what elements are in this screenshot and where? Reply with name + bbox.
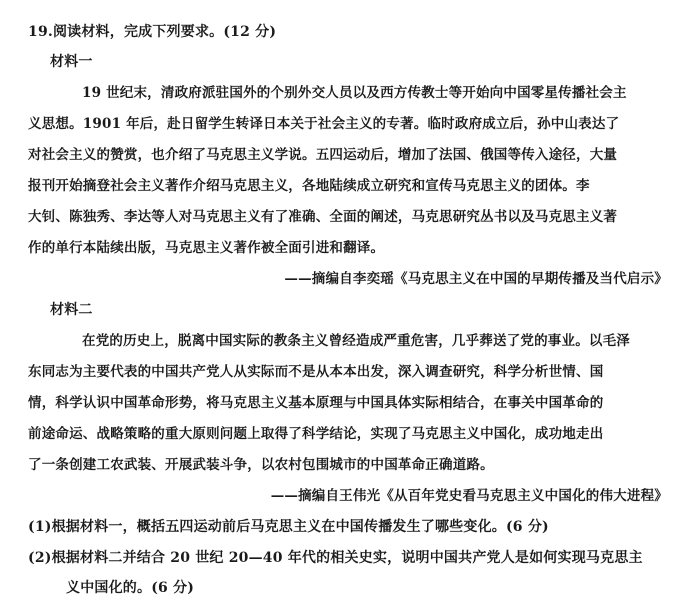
material-1-line-4: 报刊开始摘登社会主义著作介绍马克思主义，各地陆续成立研究和宣传马克思主义的团体。李 — [28, 178, 590, 194]
material-2-line-1: 在党的历史上，脱离中国实际的教条主义曾经造成严重危害，几乎葬送了党的事业。以毛泽 — [82, 333, 630, 349]
material-1-line-2: 义思想。1901 年后，赴日留学生转译日本关于社会主义的专著。临时政府成立后，孙中山表达了 — [28, 116, 620, 132]
material-2-source: ——摘编自王伟光《从百年党史看马克思主义中国化的伟大进程》 — [270, 488, 668, 504]
material-1-line-6: 作的单行本陆续出版，马克思主义著作被全面引进和翻译。 — [28, 240, 385, 256]
material-1-source: ——摘编自李奕瑶《马克思主义在中国的早期传播及当代启示》 — [284, 271, 668, 287]
material-1-line-3: 对社会主义的赞赏，也介绍了马克思主义学说。五四运动后，增加了法国、俄国等传入途径，大量 — [28, 147, 618, 163]
question-title: 19.阅读材料，完成下列要求。(12 分) — [28, 24, 277, 40]
material-2-line-2: 东同志为主要代表的中国共产党人从实际而不是从本本出发，深入调查研究，科学分析世情、国 — [28, 364, 604, 380]
material-2-line-3: 情，科学认识中国革命形势，将马克思主义基本原理与中国具体实际相结合，在事关中国革命的 — [28, 395, 604, 411]
material-2-label: 材料二 — [50, 302, 93, 318]
material-1-line-1: 19 世纪末，清政府派驻国外的个别外交人员以及西方传教士等开始向中国零星传播社会主 — [82, 85, 627, 101]
task-2-line-2: 义中国化的。(6 分) — [66, 580, 195, 596]
material-2-line-4: 前途命运、战略策略的重大原则问题上取得了科学结论，实现了马克思主义中国化，成功地走出 — [28, 426, 604, 442]
material-2-line-5: 了一条创建工农武装、开展武装斗争，以农村包围城市的中国革命正确道路。 — [28, 457, 494, 473]
material-1-label: 材料一 — [50, 54, 93, 70]
task-1: (1)根据材料一，概括五四运动前后马克思主义在中国传播发生了哪些变化。(6 分) — [28, 519, 549, 535]
task-2-line-1: (2)根据材料二并结合 20 世纪 20—40 年代的相关史实，说明中国共产党人是如何实现马克思主 — [28, 550, 643, 566]
material-1-line-5: 大钊、陈独秀、李达等人对马克思主义有了准确、全面的阐述，马克思研究丛书以及马克思主义著 — [28, 209, 618, 225]
